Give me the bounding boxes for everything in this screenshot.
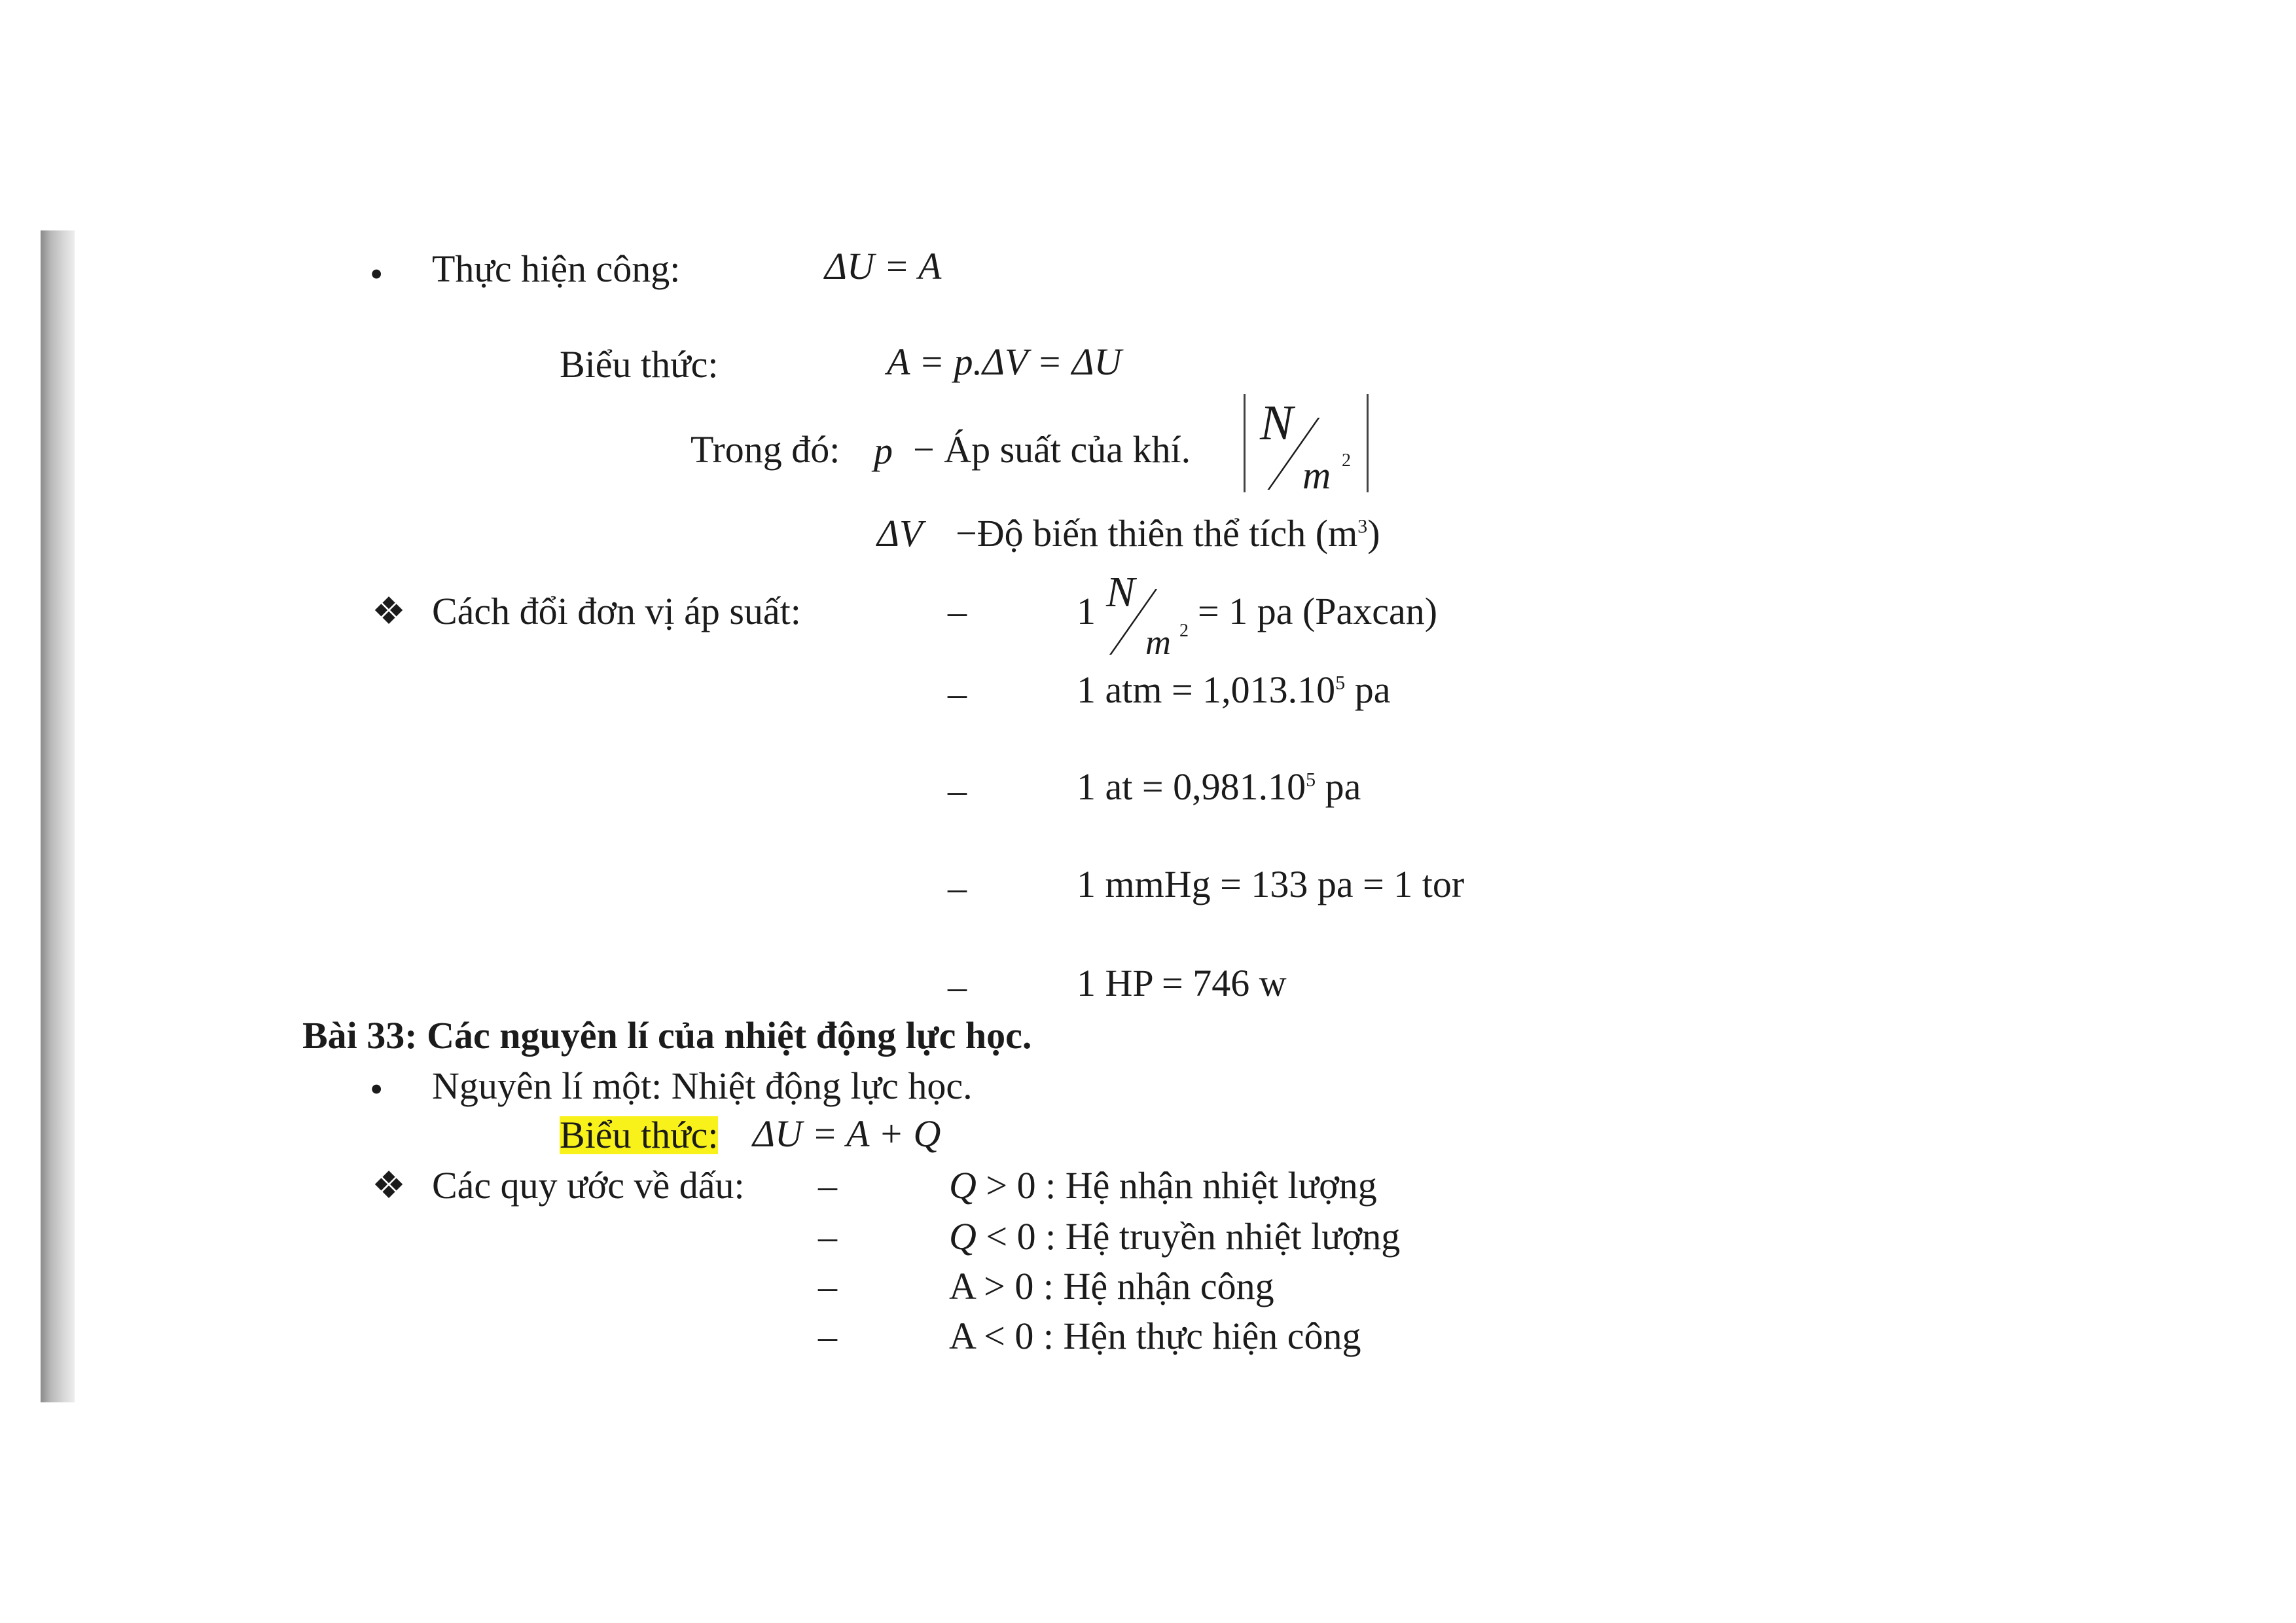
item4: 1 mmHg = 133 pa = 1 tor	[1077, 863, 1465, 905]
item1-fraction-n-per-m2	[1106, 568, 1191, 663]
sign-label: Các quy ước về dấu:	[432, 1164, 745, 1207]
p-description: − Áp suất của khí.	[913, 428, 1191, 471]
dash-2: –	[948, 672, 967, 714]
eq-first-law: ΔU = A + Q	[753, 1112, 941, 1155]
bullet-icon: •	[370, 253, 384, 295]
item1-numerator: N	[1106, 568, 1136, 616]
bullet-icon-2: •	[370, 1068, 384, 1110]
principle-text: Nguyên lí một: Nhiệt động lực học.	[432, 1065, 973, 1107]
diamond-bullet-icon: ❖	[372, 590, 406, 632]
eq-bieu-thuc: A = p.ΔV = ΔU	[887, 340, 1122, 383]
item3-exponent: 5	[1306, 769, 1316, 791]
item1-exponent: 2	[1179, 621, 1189, 641]
item2-unit: pa	[1345, 668, 1391, 711]
label-trong-do: Trong đó:	[691, 428, 840, 471]
unit-numerator: N	[1260, 395, 1293, 450]
item1-prefix: 1	[1077, 590, 1096, 632]
sign-dash-4: –	[818, 1315, 837, 1357]
item3-text: 1 at = 0,981.10	[1077, 765, 1306, 808]
dash-3: –	[948, 769, 967, 811]
diamond-bullet-icon-2: ❖	[372, 1164, 406, 1207]
unit-fraction-n-per-m2	[1260, 395, 1358, 497]
unit-exponent: 2	[1342, 450, 1351, 471]
unit-denominator: m	[1302, 454, 1331, 497]
sign1-text: > 0 : Hệ nhận nhiệt lượng	[976, 1164, 1377, 1207]
sign-dash-2: –	[818, 1215, 837, 1258]
label-cach-doi: Cách đổi đơn vị áp suất:	[432, 590, 801, 632]
sign2-symbol: Q	[949, 1215, 977, 1258]
eq-thuc-hien-cong: ΔU = A	[825, 245, 942, 287]
dv-exponent: 3	[1357, 515, 1368, 538]
sign-item-2	[949, 1215, 1401, 1258]
item2-exponent: 5	[1335, 672, 1346, 694]
dash-1: –	[948, 590, 967, 632]
sign-item-1	[949, 1164, 1377, 1207]
sign-dash-3: –	[818, 1265, 837, 1307]
dv-desc-text: −Độ biến thiên thể tích (m	[956, 512, 1358, 555]
dash-5: –	[948, 965, 967, 1008]
item3	[1077, 765, 1361, 808]
sign-dash-1: –	[818, 1164, 837, 1207]
section-heading: Bài 33: Các nguyên lí của nhiệt động lực học.	[302, 1014, 1032, 1057]
item2-text: 1 atm = 1,013.10	[1077, 668, 1336, 711]
sign2-text: < 0 : Hệ truyền nhiệt lượng	[976, 1215, 1401, 1258]
sign1-symbol: Q	[949, 1164, 977, 1207]
item1-suffix: = 1 pa (Paxcan)	[1198, 590, 1438, 632]
item2	[1077, 668, 1391, 711]
dv-close-paren: )	[1367, 512, 1380, 555]
item1-denominator: m	[1145, 623, 1171, 662]
symbol-p: p	[874, 429, 893, 472]
left-margin-bar	[41, 230, 75, 1402]
dv-description	[956, 512, 1380, 555]
dash-4: –	[948, 866, 967, 909]
highlighted-bieu-thuc-label: Biểu thức:	[560, 1114, 719, 1156]
item5: 1 HP = 746 w	[1077, 962, 1287, 1004]
item3-unit: pa	[1316, 765, 1361, 808]
label-bieu-thuc: Biểu thức:	[560, 343, 719, 386]
sign-item-3: A > 0 : Hệ nhận công	[949, 1265, 1274, 1307]
sign-item-4: A < 0 : Hện thực hiện công	[949, 1315, 1361, 1357]
symbol-dv: ΔV	[877, 512, 923, 555]
label-thuc-hien-cong: Thực hiện công:	[432, 247, 681, 290]
